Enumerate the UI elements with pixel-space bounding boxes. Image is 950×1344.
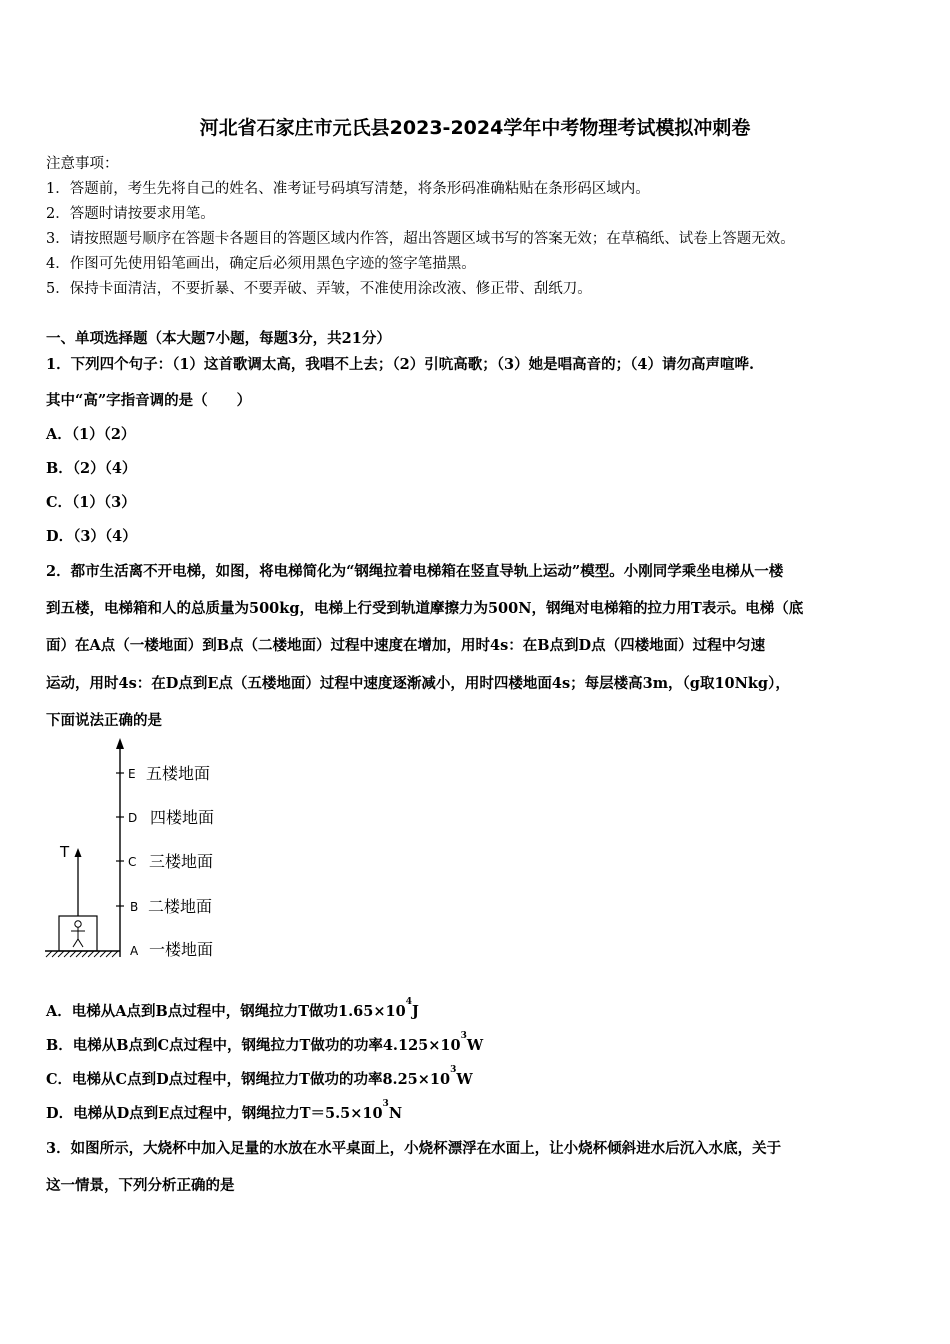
floor-label: 四楼地面 — [150, 808, 215, 827]
q2-stem: 下面说法正确的是 — [46, 712, 162, 729]
notice-item: 2．答题时请按要求用笔。 — [46, 206, 215, 222]
q1-option-b: B．（2）（4） — [46, 460, 137, 477]
floor-label: 一楼地面 — [149, 940, 214, 959]
q2-stem: 面）在A点（一楼地面）到B点（二楼地面）过程中速度在增加，用时4s：在B点到D点（四楼地面）过程中匀速 — [46, 637, 766, 654]
floor-label: 三楼地面 — [149, 852, 214, 871]
notice-item: 5．保持卡面清洁，不要折暴、不要弄破、弄皱，不准使用涂改液、修正带、刮纸刀。 — [46, 281, 592, 297]
q3-stem: 3．如图所示，大烧杯中加入足量的水放在水平桌面上，小烧杯漂浮在水面上，让小烧杯倾斜进水后沉入水底，关于 — [46, 1140, 782, 1157]
q1-stem: 其中“高”字指音调的是（ ） — [46, 392, 252, 409]
q2-option-d: D．电梯从D点到E点过程中，钢绳拉力$T=5.5\times 10^3N$ — [46, 1099, 403, 1122]
q1-option-a: A．（1）（2） — [46, 426, 136, 443]
section-heading: 一、单项选择题（本大题7小题，每题3分，共21分） — [46, 330, 391, 347]
q2-stem: 2．都市生活离不开电梯，如图，将电梯简化为“钢绳拉着电梯箱在竖直导轨上运动”模型。小刚同学乘坐电梯从一楼 — [46, 563, 784, 580]
floor-label: 五楼地面 — [146, 764, 211, 783]
page-title: 河北省石家庄市元氏县2023-2024学年中考物理考试模拟冲刺卷 — [199, 117, 751, 139]
axis-arrow-icon — [116, 738, 124, 749]
point-letter: D — [128, 811, 138, 825]
floor-label: 二楼地面 — [148, 897, 213, 916]
notice-item: 3．请按照题号顺序在答题卡各题目的答题区域内作答，超出答题区域书写的答案无效；在草稿纸、试卷上答题无效。 — [46, 231, 795, 247]
q2-option-a: A．电梯从A点到B点过程中，钢绳拉力T做功$1.65\times 10^4J$ — [46, 997, 419, 1020]
point-letter: A — [130, 944, 139, 958]
q1-option-c: C．（1）（3） — [46, 494, 136, 511]
person-icon — [71, 921, 85, 947]
force-label: T — [60, 843, 70, 861]
point-letter: C — [128, 855, 137, 869]
q2-stem: 到五楼，电梯箱和人的总质量为500kg，电梯上行受到轨道摩擦力为500N，钢绳对电梯箱的拉力用T表示。电梯（底 — [46, 600, 804, 617]
q1-stem: 1．下列四个句子：（1）这首歌调太高，我唱不上去；（2）引吭高歌；（3）她是唱高音的；（4）请勿高声喧哗. — [46, 356, 754, 373]
tension-arrow-head-icon — [75, 848, 82, 857]
q2-option-b: B．电梯从B点到C点过程中，钢绳拉力T做功的功率$4.125\times 10^3W$ — [46, 1031, 484, 1054]
point-letter: E — [128, 767, 136, 781]
q3-stem: 这一情景，下列分析正确的是 — [46, 1177, 235, 1194]
notice-item: 1．答题前，考生先将自己的姓名、准考证号码填写清楚，将条形码准确粘贴在条形码区域内。 — [46, 181, 650, 197]
point-letter: B — [130, 900, 139, 914]
notice-item: 4．作图可先使用铅笔画出，确定后必须用黑色字迹的签字笔描黑。 — [46, 256, 476, 272]
q1-option-d: D．（3）（4） — [46, 528, 137, 545]
elevator-figure — [40, 735, 240, 970]
notice-heading: 注意事项： — [46, 156, 119, 172]
q2-option-c: C．电梯从C点到D点过程中，钢绳拉力T做功的功率$8.25\times 10^3W$ — [46, 1065, 473, 1088]
q2-stem: 运动，用时4s：在D点到E点（五楼地面）过程中速度逐渐减小，用时四楼地面4s；每层楼高3m，（g取10Nkg）， — [46, 675, 790, 692]
